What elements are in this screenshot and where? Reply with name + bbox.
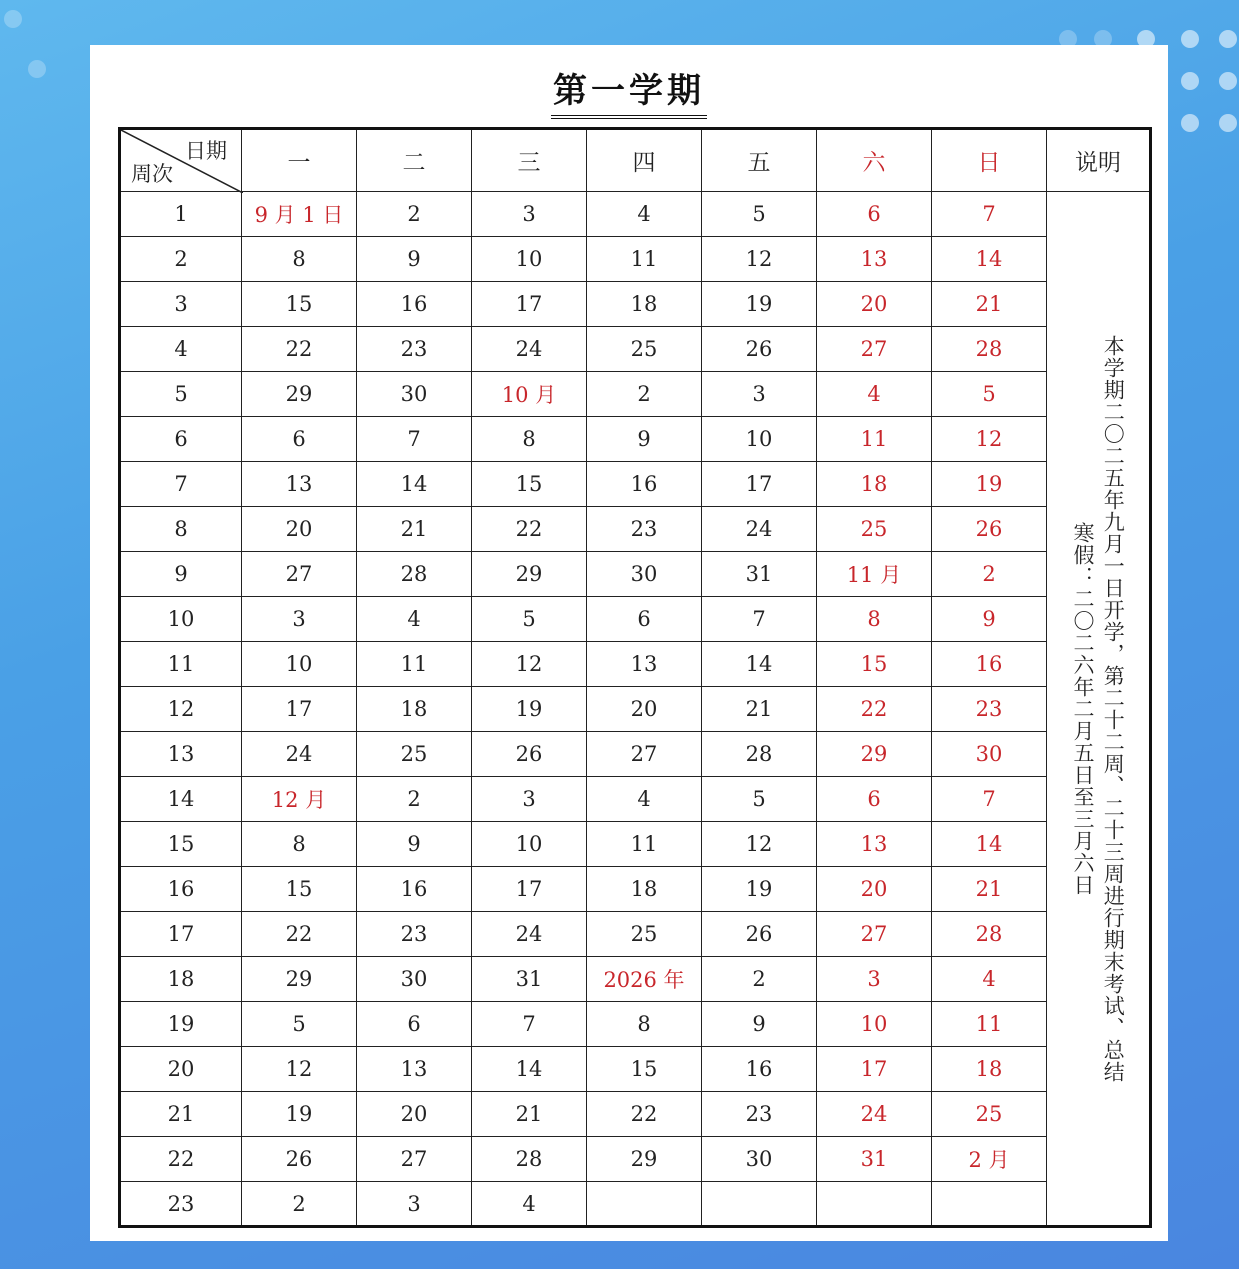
table-row — [120, 192, 1151, 237]
date-cell: 6 — [817, 192, 932, 237]
table-row — [120, 642, 1151, 687]
date-cell: 22 — [472, 507, 587, 552]
date-cell: 19 — [932, 462, 1047, 507]
date-cell: 12 — [242, 1047, 357, 1092]
date-cell: 7 — [357, 417, 472, 462]
date-cell: 31 — [702, 552, 817, 597]
date-cell: 6 — [817, 777, 932, 822]
date-cell: 22 — [242, 327, 357, 372]
date-cell: 2 — [357, 192, 472, 237]
date-cell: 5 — [702, 192, 817, 237]
date-cell: 23 — [357, 327, 472, 372]
corner-header — [120, 129, 242, 192]
calendar-sheet — [90, 45, 1168, 1241]
date-cell: 11 — [932, 1002, 1047, 1047]
weekday-header: 四 — [587, 129, 702, 192]
date-cell: 12 — [702, 822, 817, 867]
date-cell: 29 — [242, 372, 357, 417]
date-cell: 5 — [242, 1002, 357, 1047]
date-cell: 25 — [587, 912, 702, 957]
date-cell: 13 — [817, 237, 932, 282]
date-cell: 21 — [472, 1092, 587, 1137]
date-cell: 20 — [817, 282, 932, 327]
date-cell: 20 — [242, 507, 357, 552]
table-row — [120, 957, 1151, 1002]
date-cell: 26 — [242, 1137, 357, 1182]
week-number: 2 — [120, 237, 242, 282]
date-cell: 16 — [357, 867, 472, 912]
date-cell: 9 — [357, 237, 472, 282]
table-row — [120, 687, 1151, 732]
date-cell: 20 — [357, 1092, 472, 1137]
weekday-header: 日 — [932, 129, 1047, 192]
date-cell: 14 — [357, 462, 472, 507]
date-cell: 28 — [702, 732, 817, 777]
date-cell: 31 — [817, 1137, 932, 1182]
date-cell: 13 — [817, 822, 932, 867]
date-cell: 8 — [817, 597, 932, 642]
table-row — [120, 282, 1151, 327]
date-cell: 6 — [357, 1002, 472, 1047]
date-cell: 6 — [587, 597, 702, 642]
date-cell: 4 — [932, 957, 1047, 1002]
date-cell: 18 — [587, 867, 702, 912]
date-cell — [932, 1182, 1047, 1227]
note-cell — [1047, 192, 1151, 1227]
date-cell: 4 — [357, 597, 472, 642]
date-cell: 14 — [702, 642, 817, 687]
date-cell: 25 — [357, 732, 472, 777]
date-cell: 27 — [587, 732, 702, 777]
date-cell: 3 — [357, 1182, 472, 1227]
date-cell: 3 — [472, 777, 587, 822]
date-cell: 10 — [242, 642, 357, 687]
date-cell: 28 — [472, 1137, 587, 1182]
date-cell: 26 — [702, 327, 817, 372]
week-number: 5 — [120, 372, 242, 417]
date-cell: 17 — [242, 687, 357, 732]
date-cell: 22 — [817, 687, 932, 732]
date-cell: 11 — [587, 822, 702, 867]
date-cell: 4 — [472, 1182, 587, 1227]
week-number: 12 — [120, 687, 242, 732]
date-cell: 26 — [702, 912, 817, 957]
date-cell: 21 — [932, 867, 1047, 912]
week-number: 16 — [120, 867, 242, 912]
date-cell: 29 — [587, 1137, 702, 1182]
note-line: 本学期二〇二五年九月一日开学，第二十二周、二十三周进行期末考试、总结 — [1101, 334, 1126, 1083]
date-cell: 7 — [932, 777, 1047, 822]
date-cell: 24 — [472, 327, 587, 372]
title-text: 第一学期 — [551, 63, 707, 119]
date-cell: 8 — [242, 822, 357, 867]
table-row — [120, 732, 1151, 777]
date-cell: 19 — [472, 687, 587, 732]
date-cell: 13 — [357, 1047, 472, 1092]
week-number: 6 — [120, 417, 242, 462]
table-row — [120, 1137, 1151, 1182]
decorative-dots-left — [0, 0, 60, 120]
week-number: 11 — [120, 642, 242, 687]
table-row — [120, 912, 1151, 957]
week-number: 21 — [120, 1092, 242, 1137]
date-cell: 28 — [932, 327, 1047, 372]
date-cell: 16 — [357, 282, 472, 327]
header-date-label: 日期 — [185, 139, 227, 163]
weekday-header: 一 — [242, 129, 357, 192]
date-cell: 19 — [702, 282, 817, 327]
date-cell: 10 — [702, 417, 817, 462]
week-number: 14 — [120, 777, 242, 822]
date-cell: 27 — [817, 912, 932, 957]
week-number: 13 — [120, 732, 242, 777]
date-cell: 9 — [932, 597, 1047, 642]
table-row — [120, 552, 1151, 597]
week-number: 10 — [120, 597, 242, 642]
header-row — [120, 129, 1151, 192]
date-cell: 22 — [242, 912, 357, 957]
date-cell: 4 — [817, 372, 932, 417]
date-cell: 14 — [932, 822, 1047, 867]
date-cell — [817, 1182, 932, 1227]
note-line: 寒假：二〇二六年二月五日至三月六日 — [1071, 521, 1095, 896]
note-header: 说明 — [1047, 129, 1151, 192]
date-cell: 10 — [472, 822, 587, 867]
date-cell: 11 月 — [817, 552, 932, 597]
date-cell: 18 — [817, 462, 932, 507]
table-row — [120, 1182, 1151, 1227]
date-cell: 24 — [702, 507, 817, 552]
date-cell: 23 — [932, 687, 1047, 732]
week-number: 20 — [120, 1047, 242, 1092]
date-cell: 21 — [357, 507, 472, 552]
date-cell: 5 — [932, 372, 1047, 417]
week-number: 9 — [120, 552, 242, 597]
date-cell: 2 — [932, 552, 1047, 597]
table-row — [120, 1092, 1151, 1137]
date-cell: 4 — [587, 777, 702, 822]
date-cell: 8 — [242, 237, 357, 282]
date-cell: 14 — [472, 1047, 587, 1092]
date-cell: 30 — [357, 372, 472, 417]
weekday-header: 五 — [702, 129, 817, 192]
date-cell: 7 — [472, 1002, 587, 1047]
date-cell: 12 — [932, 417, 1047, 462]
date-cell: 23 — [587, 507, 702, 552]
date-cell: 17 — [472, 282, 587, 327]
date-cell: 2 — [587, 372, 702, 417]
table-row — [120, 867, 1151, 912]
date-cell: 2026 年 — [587, 957, 702, 1002]
date-cell: 16 — [587, 462, 702, 507]
date-cell: 9 月 1 日 — [242, 192, 357, 237]
date-cell: 10 — [472, 237, 587, 282]
week-number: 15 — [120, 822, 242, 867]
date-cell: 25 — [932, 1092, 1047, 1137]
table-row — [120, 597, 1151, 642]
date-cell: 11 — [817, 417, 932, 462]
date-cell: 29 — [242, 957, 357, 1002]
date-cell: 13 — [242, 462, 357, 507]
date-cell: 10 — [817, 1002, 932, 1047]
date-cell: 22 — [587, 1092, 702, 1137]
date-cell: 30 — [702, 1137, 817, 1182]
date-cell: 19 — [702, 867, 817, 912]
table-row — [120, 1047, 1151, 1092]
table-row — [120, 417, 1151, 462]
table-row — [120, 1002, 1151, 1047]
date-cell: 21 — [702, 687, 817, 732]
date-cell: 9 — [357, 822, 472, 867]
date-cell: 9 — [587, 417, 702, 462]
date-cell: 30 — [587, 552, 702, 597]
date-cell: 20 — [587, 687, 702, 732]
week-number: 8 — [120, 507, 242, 552]
date-cell: 7 — [932, 192, 1047, 237]
date-cell: 24 — [817, 1092, 932, 1137]
date-cell: 15 — [587, 1047, 702, 1092]
date-cell: 15 — [472, 462, 587, 507]
date-cell: 27 — [817, 327, 932, 372]
date-cell: 15 — [817, 642, 932, 687]
weekday-header: 二 — [357, 129, 472, 192]
date-cell: 21 — [932, 282, 1047, 327]
date-cell: 28 — [932, 912, 1047, 957]
date-cell: 23 — [357, 912, 472, 957]
date-cell: 30 — [932, 732, 1047, 777]
date-cell: 16 — [702, 1047, 817, 1092]
week-number: 17 — [120, 912, 242, 957]
date-cell: 2 — [357, 777, 472, 822]
week-number: 1 — [120, 192, 242, 237]
date-cell: 13 — [587, 642, 702, 687]
week-number: 18 — [120, 957, 242, 1002]
week-number: 7 — [120, 462, 242, 507]
date-cell: 9 — [702, 1002, 817, 1047]
date-cell: 19 — [242, 1092, 357, 1137]
date-cell: 3 — [817, 957, 932, 1002]
header-week-label: 周次 — [131, 162, 173, 186]
date-cell: 5 — [472, 597, 587, 642]
table-row — [120, 462, 1151, 507]
date-cell: 20 — [817, 867, 932, 912]
page-title — [90, 63, 1168, 119]
date-cell: 11 — [587, 237, 702, 282]
date-cell: 25 — [587, 327, 702, 372]
date-cell — [587, 1182, 702, 1227]
table-row — [120, 237, 1151, 282]
date-cell: 11 — [357, 642, 472, 687]
date-cell: 2 月 — [932, 1137, 1047, 1182]
date-cell: 27 — [242, 552, 357, 597]
table-row — [120, 372, 1151, 417]
date-cell: 12 月 — [242, 777, 357, 822]
weekday-header: 六 — [817, 129, 932, 192]
date-cell: 24 — [242, 732, 357, 777]
table-row — [120, 327, 1151, 372]
date-cell: 17 — [702, 462, 817, 507]
date-cell: 2 — [702, 957, 817, 1002]
date-cell: 14 — [932, 237, 1047, 282]
date-cell: 18 — [587, 282, 702, 327]
date-cell: 30 — [357, 957, 472, 1002]
table-row — [120, 777, 1151, 822]
date-cell: 6 — [242, 417, 357, 462]
date-cell: 23 — [702, 1092, 817, 1137]
weekday-header: 三 — [472, 129, 587, 192]
school-calendar-table — [118, 127, 1152, 1228]
table-row — [120, 822, 1151, 867]
date-cell: 26 — [472, 732, 587, 777]
date-cell: 16 — [932, 642, 1047, 687]
date-cell: 15 — [242, 867, 357, 912]
date-cell: 24 — [472, 912, 587, 957]
date-cell: 5 — [702, 777, 817, 822]
date-cell: 7 — [702, 597, 817, 642]
date-cell: 2 — [242, 1182, 357, 1227]
date-cell: 3 — [242, 597, 357, 642]
date-cell: 3 — [472, 192, 587, 237]
date-cell: 29 — [472, 552, 587, 597]
date-cell: 12 — [472, 642, 587, 687]
week-number: 3 — [120, 282, 242, 327]
week-number: 22 — [120, 1137, 242, 1182]
date-cell: 25 — [817, 507, 932, 552]
date-cell: 27 — [357, 1137, 472, 1182]
date-cell: 8 — [472, 417, 587, 462]
date-cell: 10 月 — [472, 372, 587, 417]
date-cell: 8 — [587, 1002, 702, 1047]
date-cell: 12 — [702, 237, 817, 282]
week-number: 4 — [120, 327, 242, 372]
date-cell: 17 — [472, 867, 587, 912]
date-cell: 28 — [357, 552, 472, 597]
week-number: 19 — [120, 1002, 242, 1047]
date-cell: 18 — [357, 687, 472, 732]
date-cell: 17 — [817, 1047, 932, 1092]
date-cell: 18 — [932, 1047, 1047, 1092]
date-cell: 15 — [242, 282, 357, 327]
date-cell: 29 — [817, 732, 932, 777]
date-cell: 4 — [587, 192, 702, 237]
date-cell — [702, 1182, 817, 1227]
week-number: 23 — [120, 1182, 242, 1227]
date-cell: 26 — [932, 507, 1047, 552]
date-cell: 3 — [702, 372, 817, 417]
date-cell: 31 — [472, 957, 587, 1002]
table-row — [120, 507, 1151, 552]
